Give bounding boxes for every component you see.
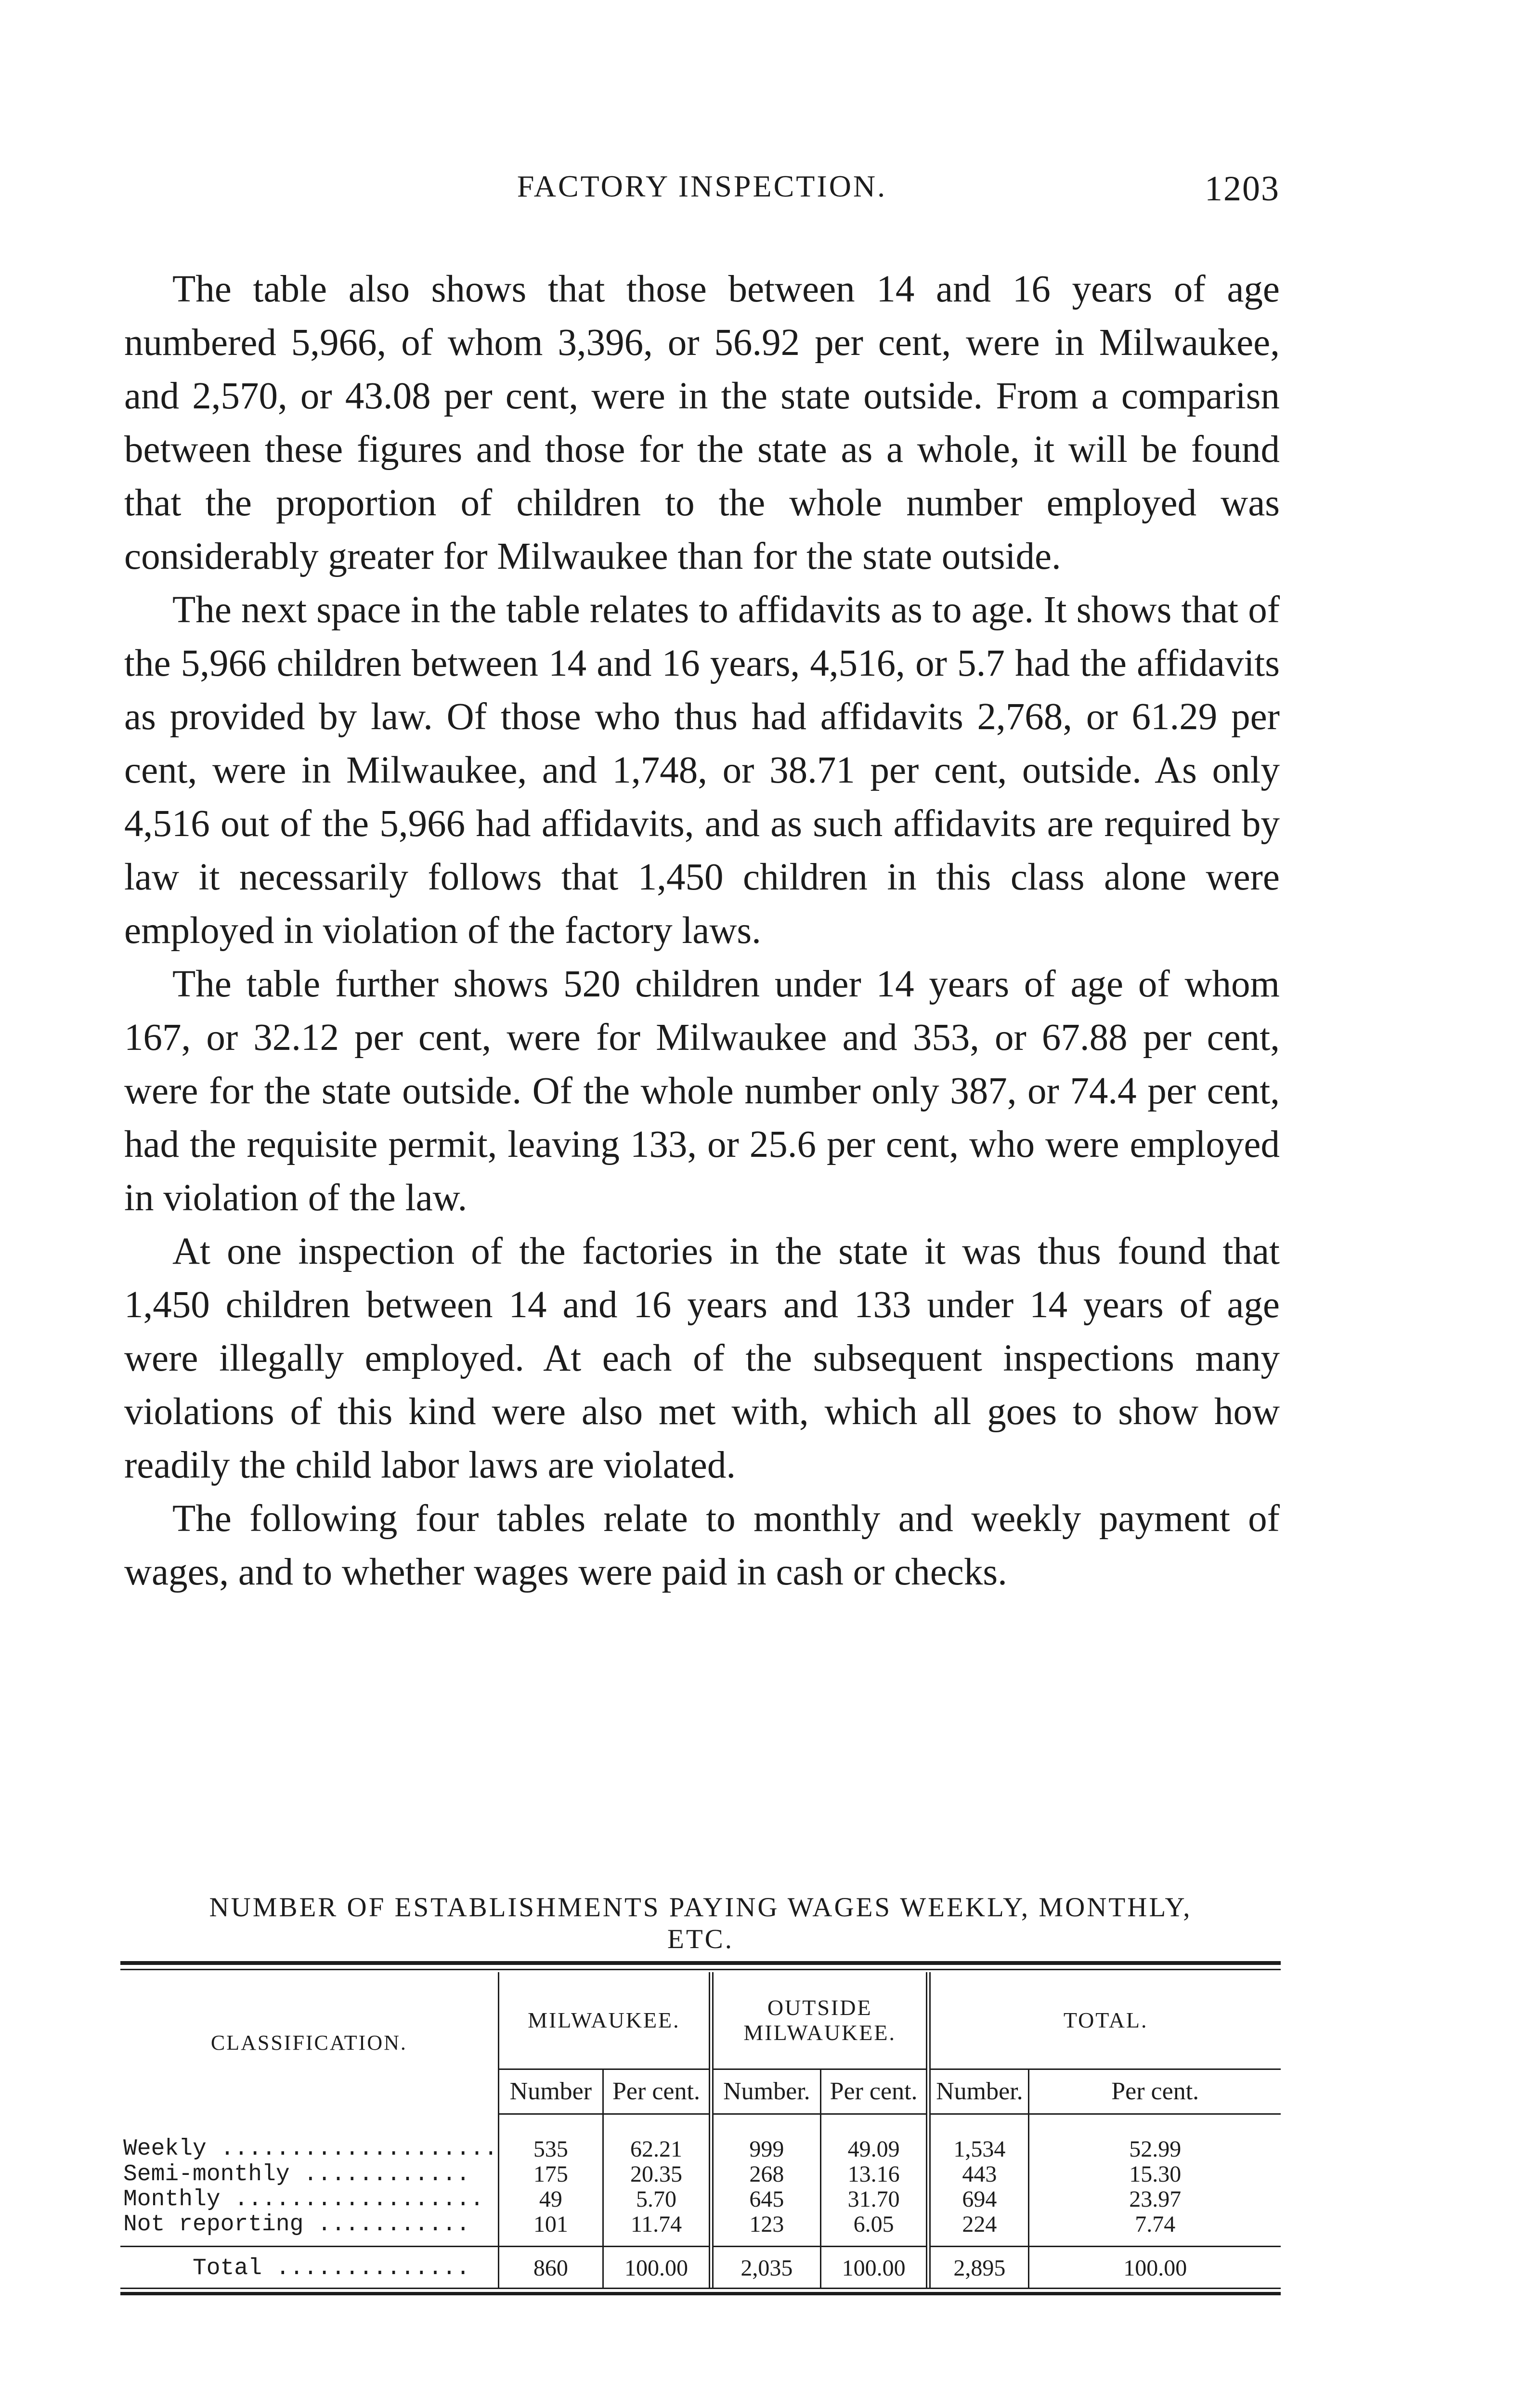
- table-row: [120, 2162, 1281, 2187]
- row-label: Weekly ....................: [123, 2136, 498, 2162]
- wages-table-block: [120, 1892, 1281, 2295]
- total-number: 1,534: [928, 2114, 1029, 2162]
- paragraph-3: The table further shows 520 children under 14 years of age of whom 167, or 32.12 per cent, were for Milwaukee and 353, or 67.88 per cent, were for the state outside. Of the whole number only 387, or 74.4 per cent, had the requisite permit, leaving 133, or 25.6 per cent, who were employed in violation of the law.: [124, 963, 1280, 1219]
- table-row: [120, 2114, 1281, 2162]
- outside-percent-total: 100.00: [820, 2247, 928, 2288]
- total-percent-total: 100.00: [1029, 2247, 1281, 2288]
- milwaukee-number: 101: [498, 2212, 603, 2247]
- milwaukee-percent-header: Per cent.: [603, 2069, 711, 2114]
- milwaukee-number: 175: [498, 2162, 603, 2187]
- row-label: Not reporting ...........: [123, 2212, 470, 2238]
- table-header-groups: [120, 1972, 1281, 2069]
- milwaukee-percent: 5.70: [603, 2187, 711, 2212]
- outside-percent: 31.70: [820, 2187, 928, 2212]
- classification-header: CLASSIFICATION.: [210, 2031, 407, 2055]
- total-number: 224: [928, 2212, 1029, 2247]
- wages-table: [120, 1972, 1281, 2288]
- table-bottom-rule-thick: [120, 2292, 1281, 2295]
- row-label: Monthly ..................: [123, 2186, 484, 2212]
- paragraph-4: At one inspection of the factories in the state it was thus found that 1,450 children between 14 and 16 years and 133 under 14 years of age were illegally employed. At each of the subsequent inspections many violations of this kind were also met with, which all goes to show how readily the child labor laws are violated.: [124, 1230, 1280, 1486]
- table-top-rule-thin: [120, 1969, 1281, 1970]
- body-text: [124, 262, 1280, 1599]
- table-row: [120, 2212, 1281, 2247]
- paragraph-1: The table also shows that those between 14 and 16 years of age numbered 5,966, of whom 3,396, or 56.92 per cent, were in Milwaukee, and 2,570, or 43.08 per cent, were in the state outside. From a comparisn between these figures and those for the state as a whole, it will be found that the proportion of children to the whole number employed was considerably greater for Milwaukee than for the state outside.: [124, 268, 1280, 577]
- milwaukee-number-total: 860: [498, 2247, 603, 2288]
- outside-percent-header: Per cent.: [820, 2069, 928, 2114]
- total-label: Total ..............: [120, 2247, 498, 2288]
- outside-number-total: 2,035: [711, 2247, 820, 2288]
- total-number-header: Number.: [928, 2069, 1029, 2114]
- milwaukee-percent: 11.74: [603, 2212, 711, 2247]
- table-caption-line-1: NUMBER OF ESTABLISHMENTS PAYING WAGES WEEKLY, MONTHLY,: [209, 1892, 1192, 1923]
- outside-number: 645: [711, 2187, 820, 2212]
- milwaukee-number: 49: [498, 2187, 603, 2212]
- table-row: [120, 2187, 1281, 2212]
- outside-number: 123: [711, 2212, 820, 2247]
- total-percent: 15.30: [1029, 2162, 1281, 2187]
- total-row: [120, 2247, 1281, 2288]
- table-caption-line-2: ETC.: [667, 1924, 734, 1954]
- total-percent: 52.99: [1029, 2114, 1281, 2162]
- outside-percent: 13.16: [820, 2162, 928, 2187]
- table-bottom-rule-thin: [120, 2288, 1281, 2289]
- total-header: TOTAL.: [928, 1972, 1281, 2069]
- outside-number: 999: [711, 2114, 820, 2162]
- running-head: [124, 169, 1280, 212]
- total-number: 443: [928, 2162, 1029, 2187]
- milwaukee-number-header: Number: [498, 2069, 603, 2114]
- paragraph-2: The next space in the table relates to affidavits as to age. It shows that of the 5,966 children between 14 and 16 years, 4,516, or 5.7 had the affidavits as provided by law. Of those who thus had affidavits 2,768, or 61.29 per cent, were in Milwaukee, and 1,748, or 38.71 per cent, outside. As only 4,516 out of the 5,966 had affidavits, and as such affidavits are required by law it necessarily follows that 1,450 children in this class alone were employed in violation of the factory laws.: [124, 589, 1280, 952]
- total-number: 694: [928, 2187, 1029, 2212]
- outside-percent: 49.09: [820, 2114, 928, 2162]
- milwaukee-number: 535: [498, 2114, 603, 2162]
- outside-number: 268: [711, 2162, 820, 2187]
- milwaukee-percent: 62.21: [603, 2114, 711, 2162]
- outside-number-header: Number.: [711, 2069, 820, 2114]
- milwaukee-percent-total: 100.00: [603, 2247, 711, 2288]
- table-caption: [120, 1892, 1281, 1955]
- running-title: FACTORY INSPECTION.: [517, 169, 887, 203]
- milwaukee-percent: 20.35: [603, 2162, 711, 2187]
- milwaukee-header: MILWAUKEE.: [498, 1972, 711, 2069]
- total-percent: 7.74: [1029, 2212, 1281, 2247]
- row-label: Semi-monthly ............: [123, 2161, 470, 2187]
- total-percent: 23.97: [1029, 2187, 1281, 2212]
- outside-milwaukee-header: [711, 1972, 928, 2069]
- page-number: 1203: [1205, 169, 1280, 209]
- total-percent-header: Per cent.: [1029, 2069, 1281, 2114]
- paragraph-5: The following four tables relate to monthly and weekly payment of wages, and to whether wages were paid in cash or checks.: [124, 1498, 1280, 1593]
- outside-percent: 6.05: [820, 2212, 928, 2247]
- table-top-rule: [120, 1961, 1281, 1965]
- outside-header-line-2: MILWAUKEE.: [743, 2020, 896, 2045]
- outside-header-line-1: OUTSIDE: [767, 1995, 872, 2020]
- total-number-total: 2,895: [928, 2247, 1029, 2288]
